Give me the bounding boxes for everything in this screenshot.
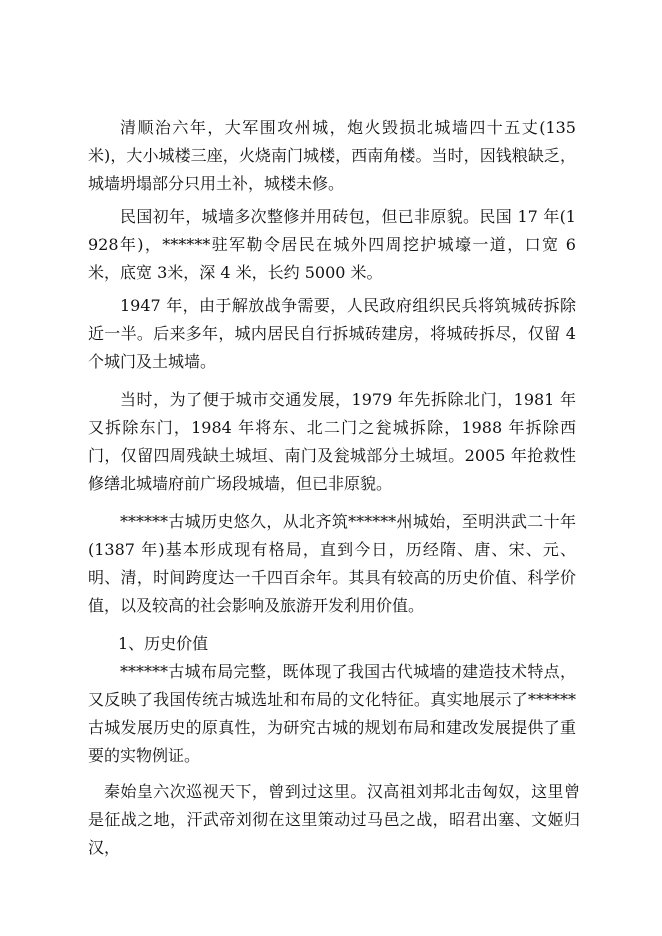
paragraph-qing-shunzhi: 清顺治六年，大军围攻州城，炮火毁损北城墙四十五丈(135米)，大小城楼三座，火烧南门城楼，西南角楼。当时，因钱粮缺乏，城墙坍塌部分只用土补，城楼未修。 [88, 118, 576, 193]
paragraph-demolition: 当时，为了便于城市交通发展，1979 年先拆除北门，1981 年又拆除东门，1984 年将东、北二门之瓮城拆除，1988 年拆除西门，仅留四周残缺土城垣、南门及瓮城部分土城垣。2005 年抢救性修缮北城墙府前广场段城墙，但已非原貌。 [88, 390, 576, 493]
paragraph-republic-era: 民国初年，城墙多次整修并用砖包，但已非原貌。民国 17 年(1928年)，******驻军勒令居民在城外四周挖护城壕一道，口宽 6 米，底宽 3米，深 4 米，长约 5000 米。 [88, 207, 576, 282]
paragraph-historical-value: ******古城布局完整，既体现了我国古代城墙的建造技术特点，又反映了我国传统古城选址和布局的文化特征。真实地展示了******古城发展历史的原真性，为研究古城的规划布局和建改发展提供了重要的实物例证。 [88, 662, 576, 765]
section-heading: 1、历史价值 [118, 634, 209, 653]
paragraph-1947: 1947 年，由于解放战争需要，人民政府组织民兵将筑城砖拆除近一半。后来多年，城内居民自行拆城砖建房，将城砖拆尽，仅留 4 个城门及土城墙。 [88, 296, 576, 371]
paragraph-ancient-city-history: ******古城历史悠久，从北齐筑******州城始，至明洪武二十年(1387 年)基本形成现有格局，直到今日，历经隋、唐、宋、元、明、清，时间跨度达一千四百余年。其具有较高的历史价值、科学价值，以及较高的社会影响及旅游开发利用价值。 [88, 512, 576, 615]
paragraph-qin-han: 秦始皇六次巡视天下，曾到过这里。汉高祖刘邦北击匈奴，这里曾是征战之地，汗武帝刘彻在这里策动过马邑之战，昭君出塞、文姬归汉， [88, 782, 580, 857]
